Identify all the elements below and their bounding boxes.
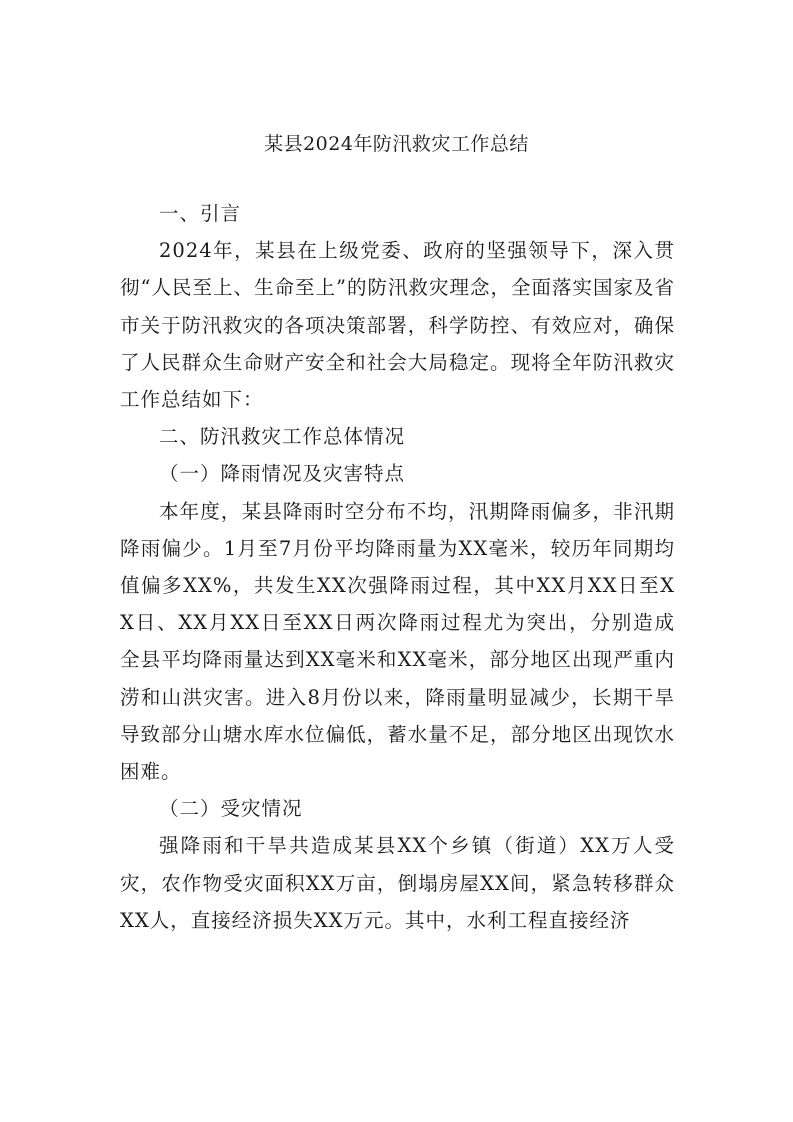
paragraph-rainfall: 本年度，某县降雨时空分布不均，汛期降雨偏多，非汛期降雨偏少。1月至7月份平均降雨量为XX毫米，较历年同期均值偏多XX%，共发生XX次强降雨过程，其中XX月XX日至XX日、XX月XX日至XX日两次降雨过程尤为突出，分别造成全县平均降雨量达到XX毫米和XX毫米，部分地区出现严重内涝和山洪灾害。进入8月份以来，降雨量明显减少，长期干旱导致部分山塘水库水位偏低，蓄水量不足，部分地区出现饮水困难。 [120, 499, 675, 784]
paragraph-disaster-impact: 强降雨和干旱共造成某县XX个乡镇（街道）XX万人受灾，农作物受灾面积XX万亩，倒塌房屋XX间，紧急转移群众XX人，直接经济损失XX万元。其中，水利工程直接经济 [120, 834, 675, 932]
section-heading-introduction: 一、引言 [159, 202, 242, 225]
subsection-heading-rainfall: （一）降雨情况及灾害特点 [159, 462, 406, 486]
paragraph-introduction: 2024年，某县在上级党委、政府的坚强领导下，深入贯彻“人民至上、生命至上”的防汛救灾理念，全面落实国家及省市关于防汛救灾的各项决策部署，科学防控、有效应对，确保了人民群众生命财产安全和社会大局稳定。现将全年防汛救灾工作总结如下： [120, 239, 675, 412]
document-body [120, 195, 675, 939]
document-title: 某县2024年防汛救灾工作总结 [264, 133, 529, 155]
section-heading-overall-situation: 二、防汛救灾工作总体情况 [159, 425, 406, 449]
subsection-heading-disaster-impact: （二）受灾情况 [159, 797, 303, 821]
